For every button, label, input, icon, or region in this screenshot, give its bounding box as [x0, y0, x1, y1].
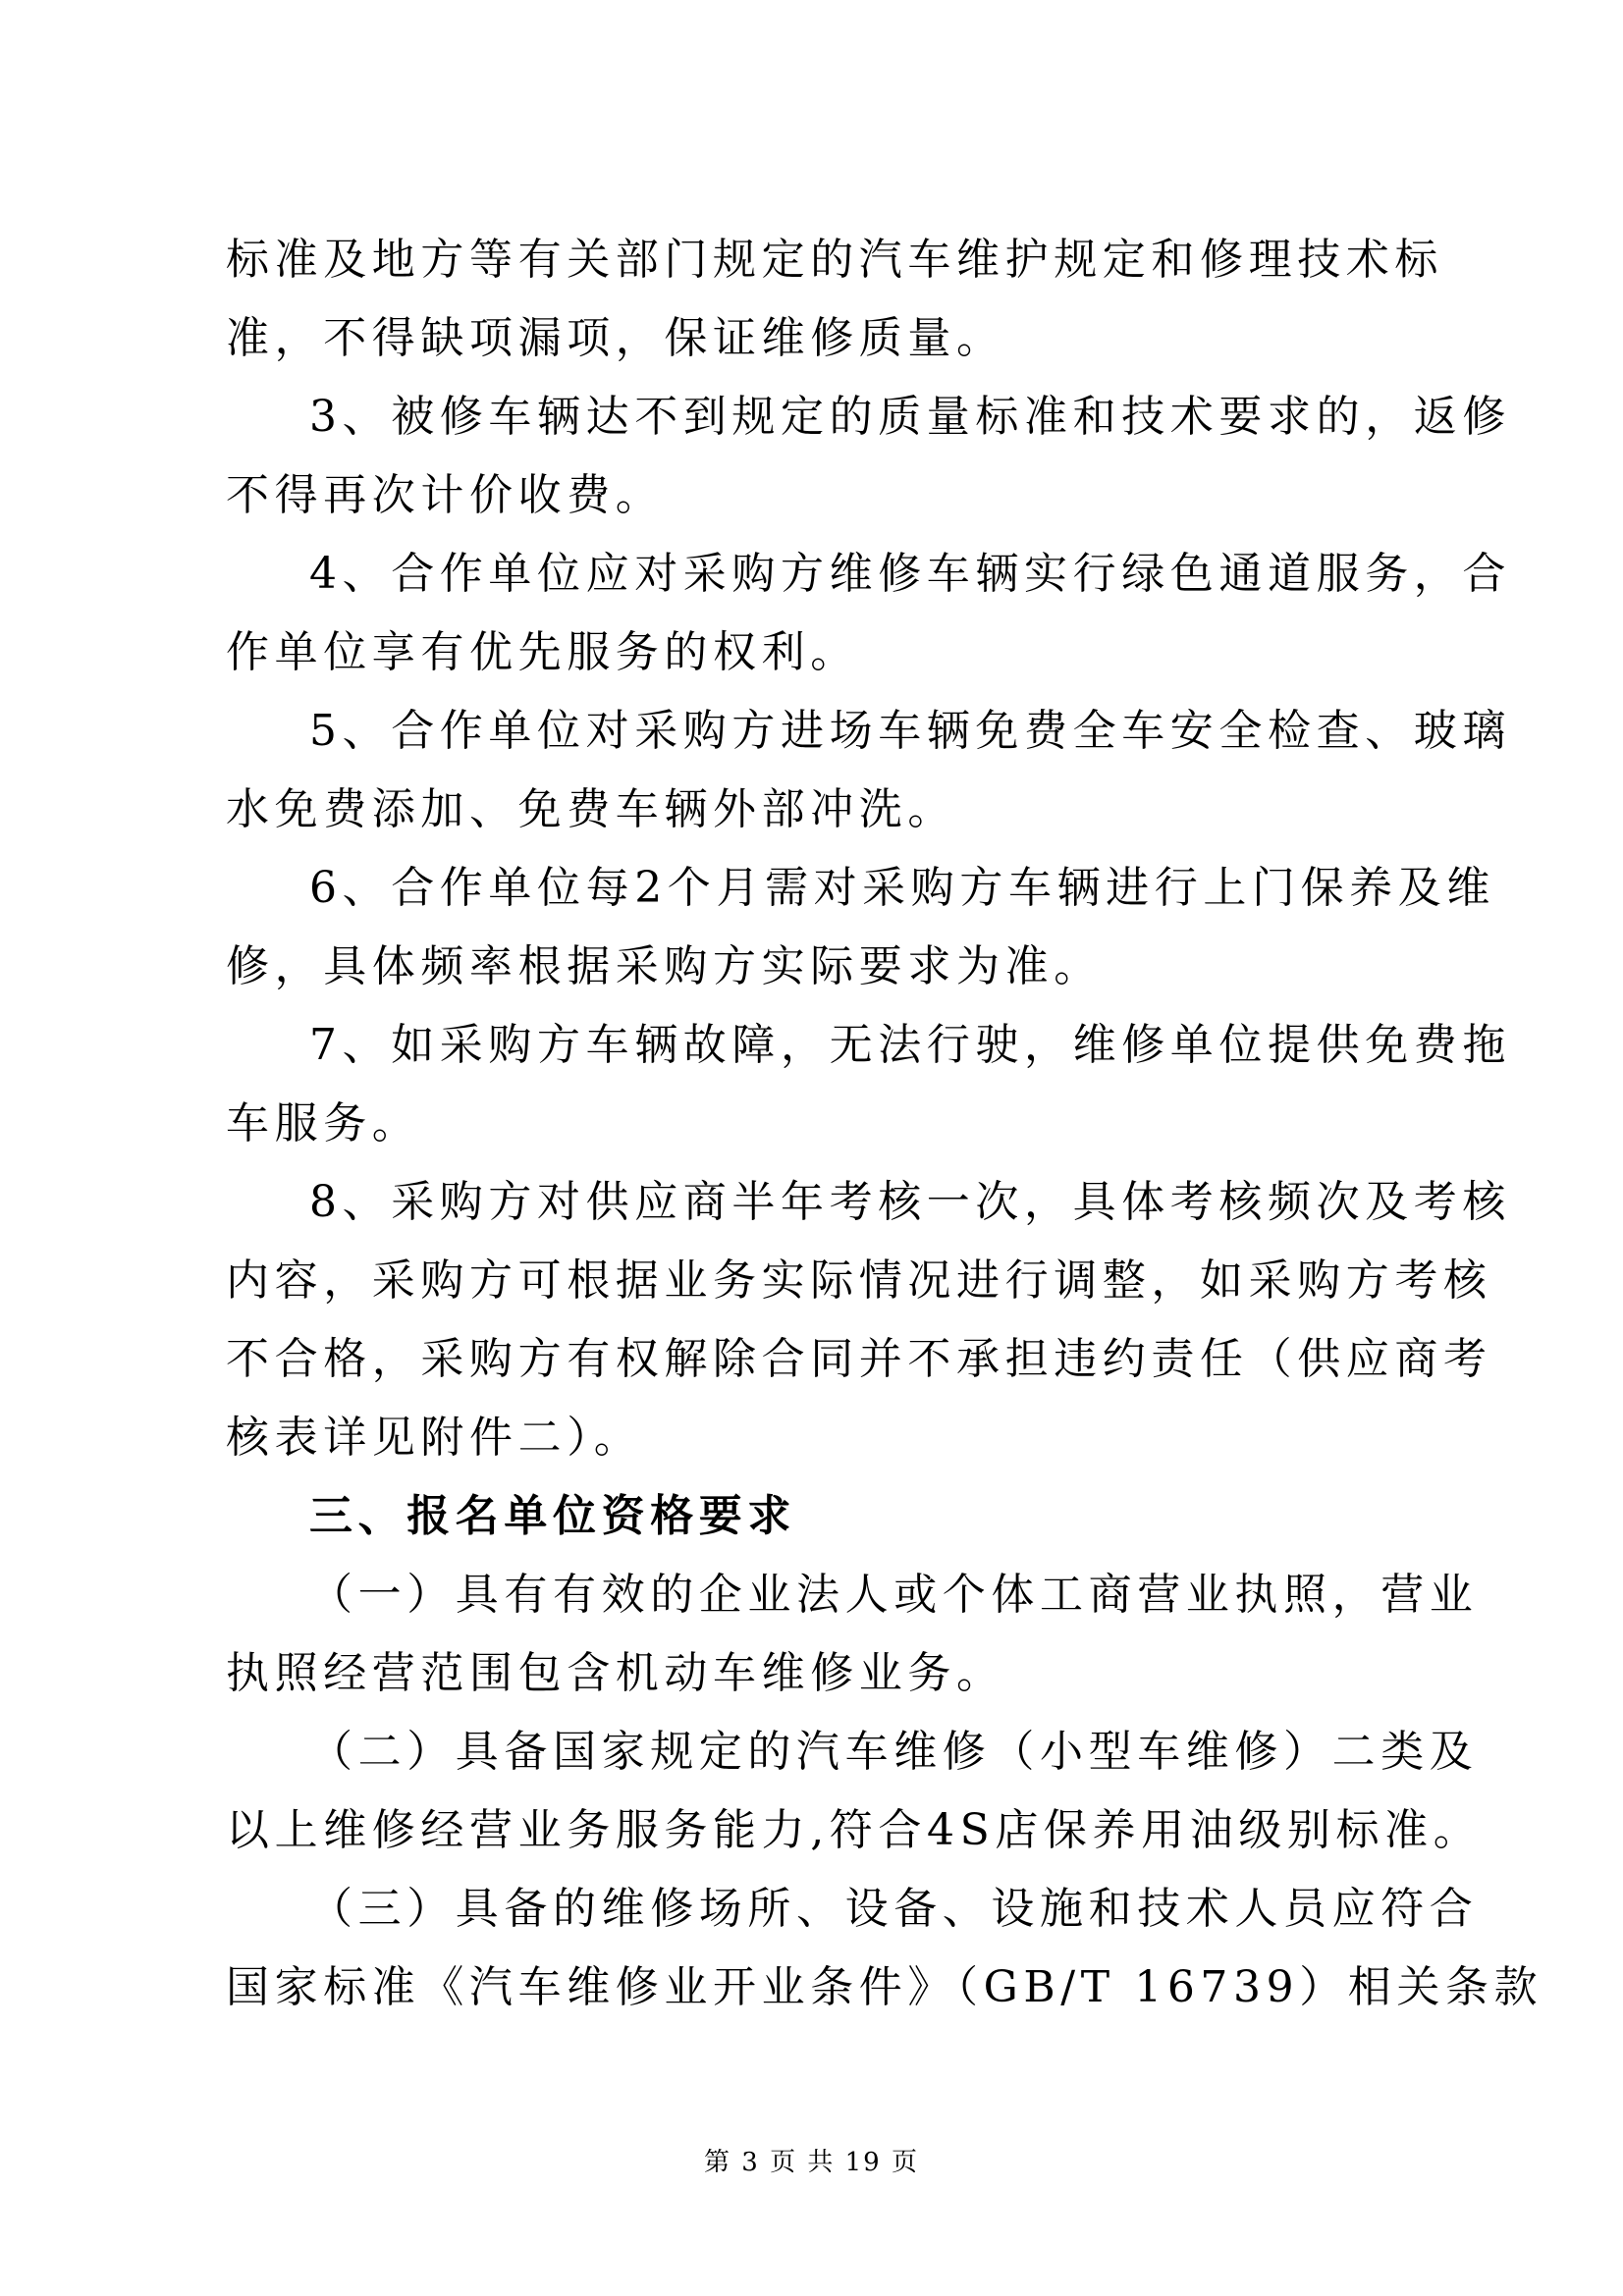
- text-line: 7、如采购方车辆故障，无法行驶，维修单位提供免费拖: [309, 1020, 1511, 1070]
- text-line: 8、采购方对供应商半年考核一次，具体考核频次及考核: [309, 1177, 1511, 1227]
- document-body: [226, 221, 1543, 2027]
- text-line: 内容，采购方可根据业务实际情况进行调整，如采购方考核: [226, 1255, 1492, 1306]
- text-line: 车服务。: [226, 1098, 421, 1148]
- page-number: 第 3 页 共 19 页: [704, 2148, 919, 2177]
- text-line: 准，不得缺项漏项，保证维修质量。: [226, 313, 1005, 363]
- text-line: 修，具体频率根据采购方实际要求为准。: [226, 941, 1103, 991]
- text-line: 5、合作单位对采购方进场车辆免费全车安全检查、玻璃: [309, 706, 1511, 756]
- text-line: 不得再次计价收费。: [226, 470, 665, 520]
- text-line: （二）具备国家规定的汽车维修（小型车维修）二类及: [309, 1727, 1479, 1777]
- text-line: 以上维修经营业务服务能力,符合4S店保养用油级别标准。: [226, 1805, 1483, 1855]
- text-line: （三）具备的维修场所、设备、设施和技术人员应符合: [309, 1884, 1479, 1934]
- text-line: 不合格，采购方有权解除合同并不承担违约责任（供应商考: [226, 1334, 1492, 1384]
- text-line: 作单位享有优先服务的权利。: [226, 627, 859, 677]
- text-line: 核表详见附件二）。: [226, 1413, 643, 1463]
- text-line: 4、合作单位应对采购方维修车辆实行绿色通道服务，合: [309, 549, 1511, 599]
- text-line: 6、合作单位每2个月需对采购方车辆进行上门保养及维: [309, 863, 1495, 913]
- section-heading: 三、报名单位资格要求: [309, 1491, 796, 1541]
- text-line: 执照经营范围包含机动车维修业务。: [226, 1648, 1005, 1698]
- text-line: 国家标准《汽车维修业开业条件》（GB/T 16739）相关条款: [226, 1962, 1543, 2012]
- text-line: 3、被修车辆达不到规定的质量标准和技术要求的，返修: [309, 392, 1511, 442]
- text-line: 标准及地方等有关部门规定的汽车维护规定和修理技术标: [226, 235, 1443, 285]
- text-line: 水免费添加、免费车辆外部冲洗。: [226, 784, 956, 834]
- text-line: （一）具有有效的企业法人或个体工商营业执照，营业: [309, 1570, 1479, 1620]
